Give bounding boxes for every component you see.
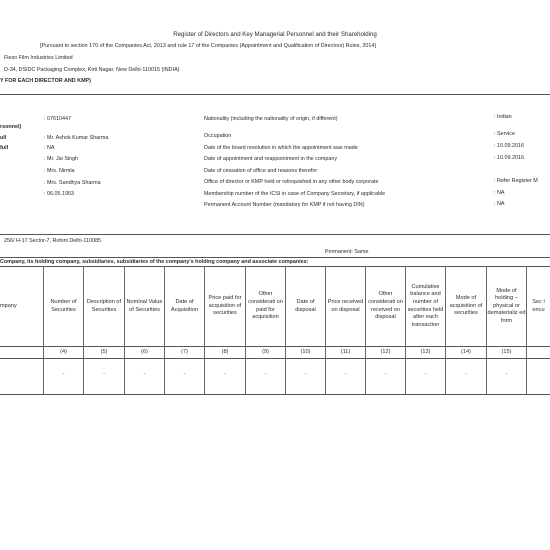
column-header: Price paid for acquisition of securities [208, 295, 242, 317]
column-number: (8) [221, 349, 229, 355]
table-rule [0, 394, 550, 395]
column-number: (9) [262, 349, 269, 355]
present-address: 256/ H-17 Sector-7, Rohini Delhi-110085 [4, 238, 101, 244]
column-number: (14) [461, 349, 471, 355]
board-resolution-date-value: : 10.09.2016 [494, 143, 524, 149]
detail-label: rsonnel) [0, 124, 22, 130]
column-header: Date of Acquisition [170, 298, 199, 313]
table-cell: - [264, 371, 267, 377]
former-name-value: : NA [44, 145, 55, 151]
table-cell: - [384, 371, 387, 377]
register-title: Register of Directors and Key Managerial Personnel and their Shareholding [173, 31, 377, 38]
table-cell: - [183, 371, 186, 377]
din-value: : 07610447 [44, 116, 71, 122]
nationality-value: : Indian [494, 114, 512, 120]
table-cell: - [103, 371, 105, 377]
table-cell: - [224, 371, 226, 377]
detail-label: Date of cessation of office and reasons therefor [204, 168, 318, 174]
other-office-value: : Refer Register M [494, 178, 538, 184]
spouse-name-value: : Mrs. Sandhya Sharma [44, 180, 101, 186]
column-number: (4) [60, 349, 67, 355]
table-cell: - [465, 371, 467, 377]
detail-label: Nationality (including the nationality of origin, if different) [204, 116, 338, 122]
detail-label: Office of director or KMP held or relinquished in any other body corporate [204, 179, 379, 185]
detail-label: ull [0, 135, 7, 141]
column-header: mpany [0, 302, 17, 309]
column-number: (12) [380, 349, 391, 355]
director-name-value: : Mr. Ashok Kumar Sharma [44, 135, 109, 141]
column-number: (11) [340, 349, 351, 355]
header-divider [0, 94, 550, 95]
permanent-address: Permanent: Same [325, 249, 369, 255]
detail-label: full [0, 145, 9, 151]
detail-label: Membership number of the ICSI in case of Company Secretary, if applicable [204, 191, 386, 197]
column-header: Sec l encu [532, 298, 545, 313]
appointment-date-value: : 10.09.2016 [494, 155, 524, 161]
date-of-birth-value: : 06.05.1953 [44, 191, 74, 197]
column-header: Date of disposal [295, 298, 316, 313]
address-divider [0, 257, 550, 258]
table-cell: - [505, 371, 508, 377]
column-header: Number of Securities [50, 298, 77, 313]
company-address: D-34, DSIDC Packaging Complex, Kirti Nagar, New Delhi-110015 (INDIA) [4, 67, 180, 73]
table-cell: - [424, 371, 427, 377]
table-cell: - [304, 371, 307, 377]
column-header: Cumulative balance and number of securities held after each transaction [407, 283, 444, 328]
column-number: (13) [420, 349, 431, 355]
table-caption: Company, its holding company, subsidiaries, subsidiaries of the company's holding company and associate companies: [0, 259, 309, 265]
details-divider [0, 234, 550, 235]
pan-value: : NA [494, 201, 505, 207]
register-subtitle: [Pursuant to section 170 of the Companies Act, 2013 and rule 17 of the Companies (Appointment and Qualification of Directors) Rules, 2014] [40, 43, 376, 49]
column-header: Nominal Value of Securities [126, 298, 163, 313]
table-cell: - [344, 371, 347, 377]
detail-label: Permanent Account Number (mandatory for KMP if not having DIN) [204, 202, 365, 208]
section-heading: Y FOR EACH DIRECTOR AND KMP) [0, 78, 91, 84]
column-number: (6) [141, 349, 148, 355]
column-header: Other considerati on paid for acquisition [248, 291, 283, 321]
company-name: Flexo Film Industries Limited [4, 55, 73, 61]
column-number: (5) [100, 349, 108, 355]
column-header: Description of Securities [86, 298, 122, 313]
column-number: (10) [300, 349, 311, 355]
detail-label: Date of the board resolution in which the appointment was made [204, 145, 358, 151]
column-number: (15) [501, 349, 512, 355]
column-header: Mode of acquisition of securities [449, 295, 483, 317]
table-cell: - [62, 371, 65, 377]
detail-label: Date of appointment and reappointment in the company [204, 156, 338, 162]
icsi-membership-value: : NA [494, 190, 505, 196]
column-header: Other considerati on received on disposal [368, 291, 403, 321]
detail-label: Occupation [204, 133, 232, 139]
column-header: Price received on disposal [327, 298, 364, 313]
occupation-value: : Service [494, 131, 515, 137]
column-header: Mode of holding – physical or dematerializ ed form [487, 287, 526, 324]
father-name-value: : Mr. Jai Singh [44, 156, 79, 162]
mother-name-value: : Mrs. Nirmla [44, 168, 75, 174]
table-cell: - [143, 371, 146, 377]
column-number: (7) [181, 349, 188, 355]
